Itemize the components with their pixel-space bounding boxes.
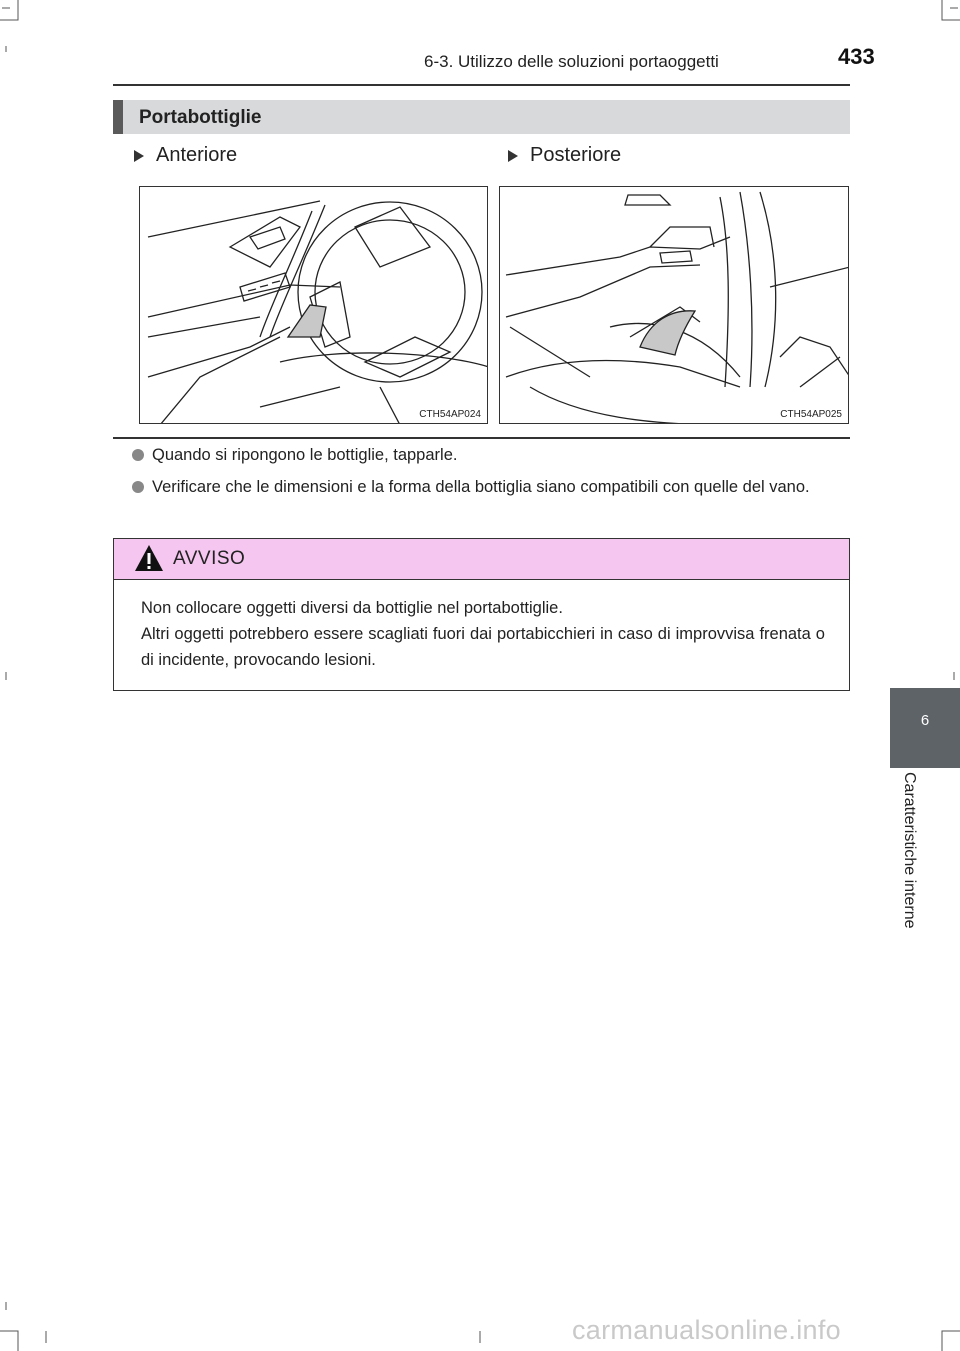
figure-rear-bottle-holder	[499, 186, 849, 424]
figure-label-rear-text: Posteriore	[530, 144, 622, 166]
section-divider	[113, 437, 850, 439]
bullet-dot-icon	[132, 481, 144, 493]
page-number: 433	[838, 44, 875, 69]
section-title: Portabottiglie	[139, 107, 262, 128]
bullet-text: Quando si ripongono le bottiglie, tapparle.	[152, 446, 458, 464]
warning-box	[113, 538, 850, 691]
header-section-path: 6-3. Utilizzo delle soluzioni portaoggetti	[424, 52, 719, 71]
bullet-text: Verificare che le dimensioni e la forma della bottiglia siano compatibili con quelle del vano.	[152, 478, 810, 496]
rear-door-illustration	[500, 187, 849, 424]
warning-header	[114, 539, 849, 580]
figure-code-front: CTH54AP024	[419, 409, 481, 420]
front-door-illustration	[140, 187, 488, 424]
header-rule	[113, 84, 850, 86]
chapter-tab	[890, 688, 960, 768]
figure-label-front	[134, 144, 237, 167]
triangle-bullet-icon	[508, 150, 518, 162]
bullet-item	[132, 442, 850, 468]
figure-front-bottle-holder	[139, 186, 488, 424]
watermark: carmanualsonline.info	[572, 1315, 841, 1345]
bullet-dot-icon	[132, 449, 144, 461]
rear-bottle-holder-highlight	[640, 311, 695, 355]
bullet-item	[132, 474, 850, 500]
chapter-number: 6	[920, 712, 930, 729]
warning-line-1: Non collocare oggetti diversi da bottiglie nel portabottiglie.	[141, 599, 563, 617]
section-heading-bar	[113, 100, 850, 134]
warning-triangle-icon	[134, 543, 164, 573]
warning-title: AVVISO	[173, 548, 246, 569]
figure-label-front-text: Anteriore	[156, 144, 238, 166]
chapter-label: Caratteristiche interne	[901, 772, 918, 929]
figure-label-rear	[508, 144, 621, 167]
warning-line-2: Altri oggetti potrebbero essere scagliati fuori dai portabicchieri in caso di improvvisa frenata o di incidente, provocando lesioni.	[141, 625, 825, 669]
warning-body	[141, 595, 825, 673]
figure-code-rear: CTH54AP025	[780, 409, 842, 420]
triangle-bullet-icon	[134, 150, 144, 162]
front-bottle-holder-highlight	[288, 305, 326, 337]
